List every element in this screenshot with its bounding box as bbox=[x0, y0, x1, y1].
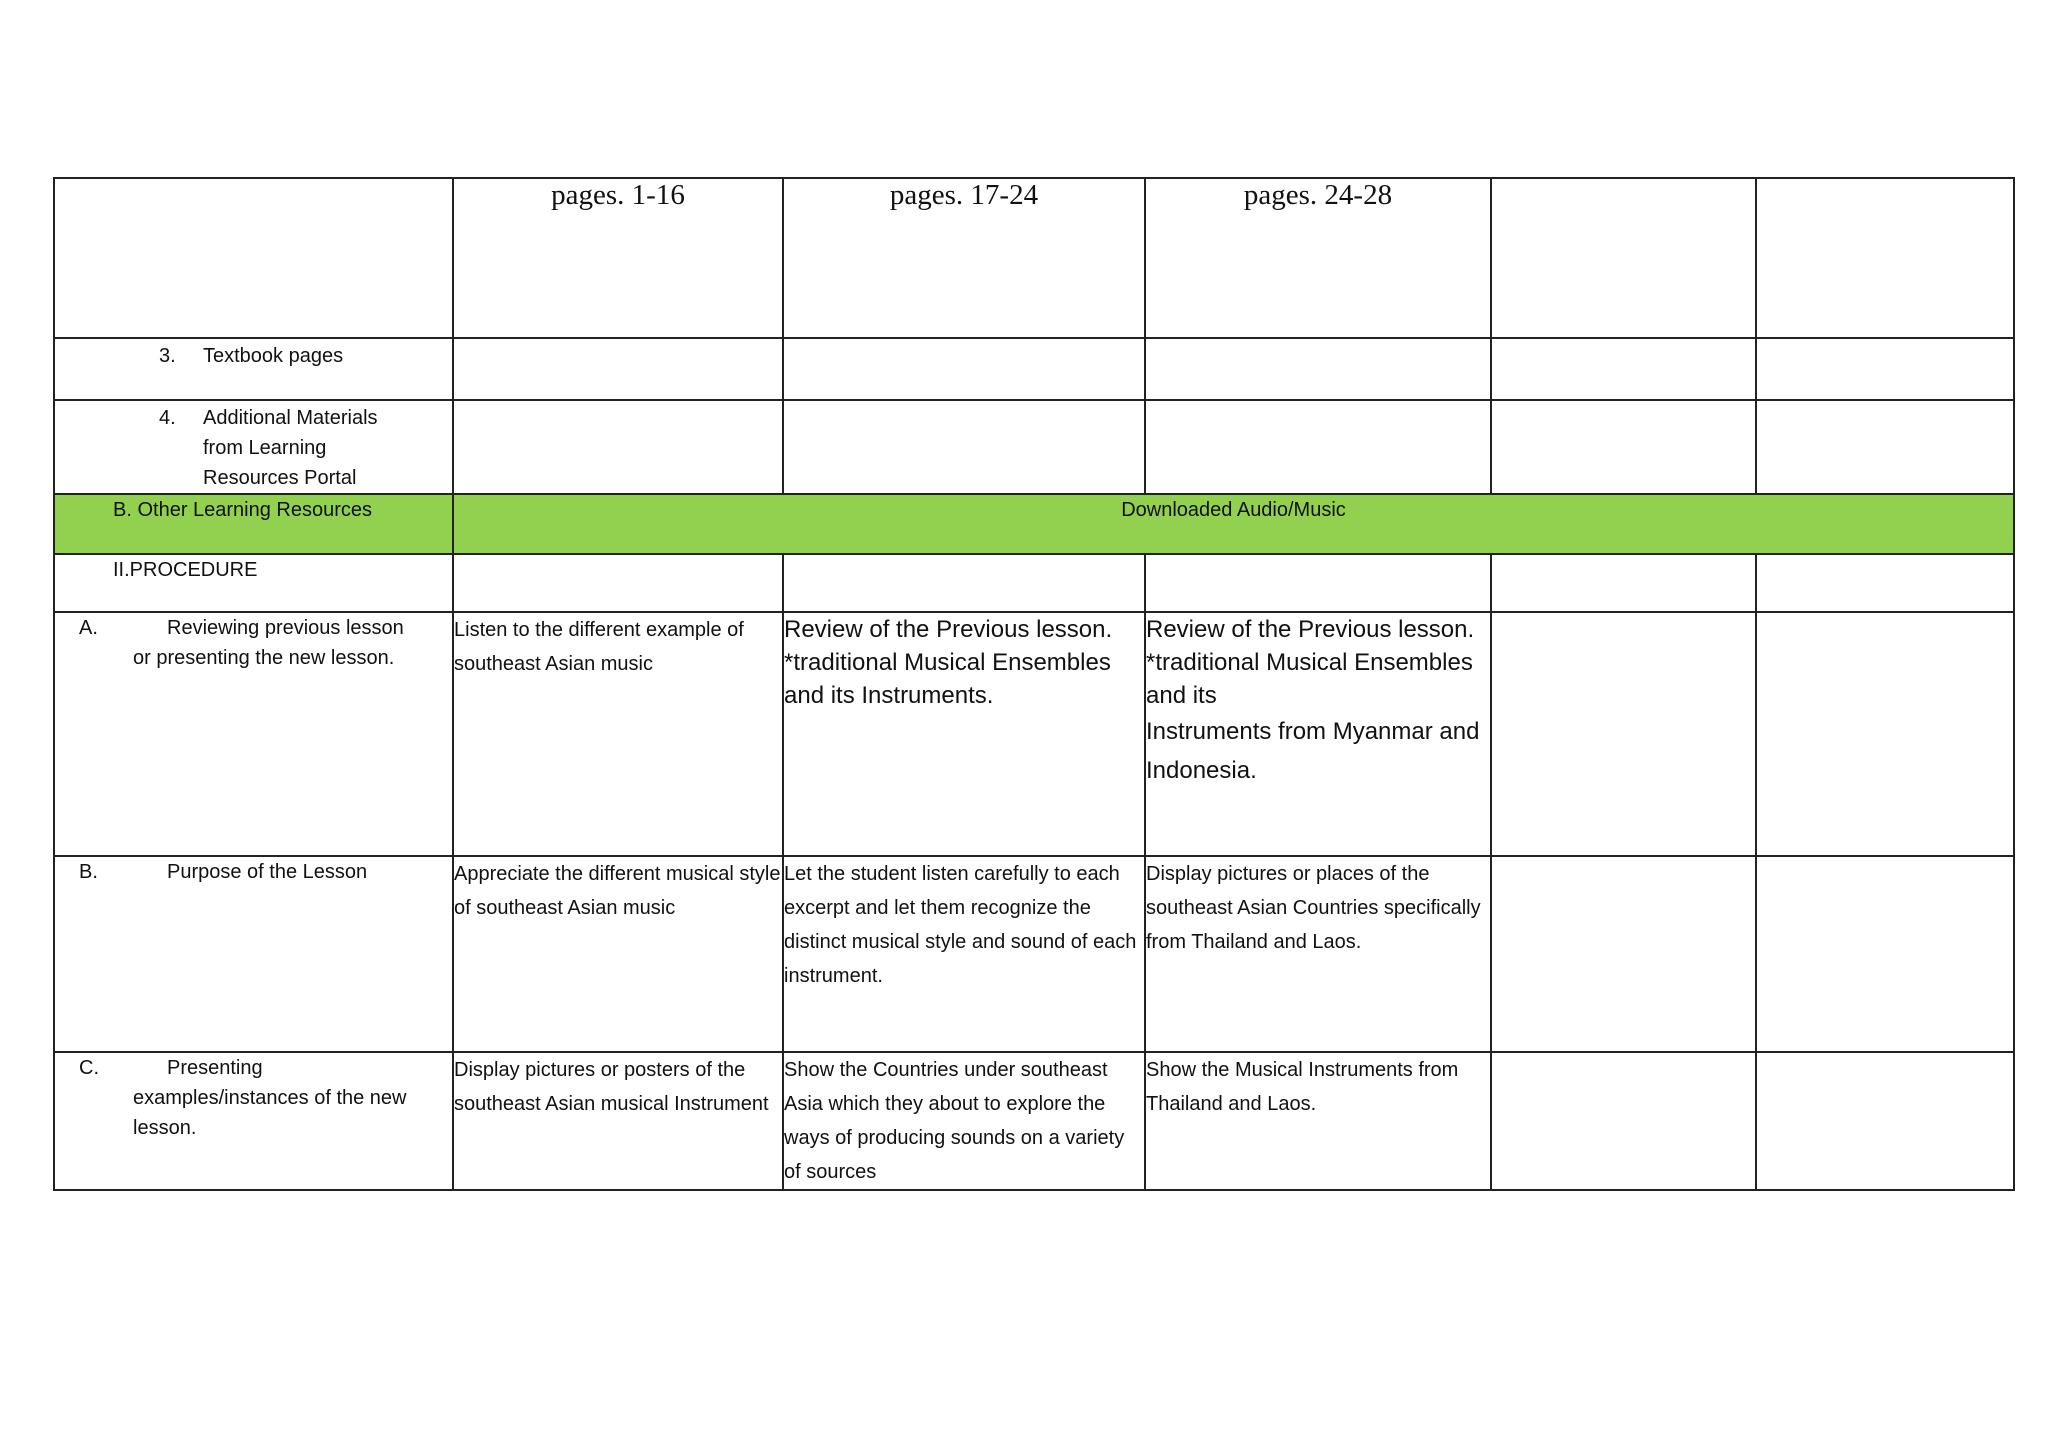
row-a-col4-line3: Instruments from Myanmar and Indonesia. bbox=[1146, 718, 1480, 784]
list-number: 4. bbox=[159, 407, 176, 429]
presenting-label: Presenting bbox=[167, 1057, 263, 1079]
table-row bbox=[54, 1052, 2014, 1190]
table-cell bbox=[1491, 178, 1756, 338]
pages-range-cell: pages. 17-24 bbox=[783, 178, 1145, 338]
table-row bbox=[54, 178, 2014, 338]
table-cell bbox=[453, 338, 783, 400]
table-cell bbox=[54, 178, 453, 338]
list-letter: C. bbox=[79, 1057, 99, 1079]
table-cell bbox=[783, 338, 1145, 400]
table-cell bbox=[1756, 338, 2014, 400]
other-learning-resources-label: B. Other Learning Resources bbox=[54, 494, 453, 554]
additional-materials-label: Additional Materials from Learning Resources Portal bbox=[203, 407, 378, 489]
list-letter: B. bbox=[79, 861, 98, 883]
table-cell bbox=[453, 400, 783, 494]
table-cell bbox=[1756, 178, 2014, 338]
downloaded-audio-cell: Downloaded Audio/Music bbox=[453, 494, 2014, 554]
reviewing-lesson-label-cont: or presenting the new lesson. bbox=[133, 647, 395, 669]
lesson-plan-table bbox=[53, 177, 2015, 1191]
table-row bbox=[54, 400, 2014, 494]
table-cell bbox=[1491, 554, 1756, 612]
table-cell bbox=[1491, 856, 1756, 1052]
table-cell bbox=[1491, 612, 1756, 856]
row-c-col2: Display pictures or posters of the southeast Asian musical Instrument bbox=[453, 1052, 783, 1190]
reviewing-lesson-label-cell bbox=[54, 612, 453, 856]
row-b-col4: Display pictures or places of the southeast Asian Countries specifically from Thailand and Laos. bbox=[1145, 856, 1491, 1052]
row-a-col3-line2: *traditional Musical Ensembles and its Instruments. bbox=[784, 649, 1111, 709]
table-cell bbox=[1756, 400, 2014, 494]
purpose-label-cell bbox=[54, 856, 453, 1052]
pages-range-cell: pages. 24-28 bbox=[1145, 178, 1491, 338]
table-cell bbox=[1756, 612, 2014, 856]
pages-range-cell: pages. 1-16 bbox=[453, 178, 783, 338]
table-cell bbox=[1145, 338, 1491, 400]
table-cell bbox=[1145, 554, 1491, 612]
presenting-label-cell bbox=[54, 1052, 453, 1190]
reviewing-lesson-label: Reviewing previous lesson bbox=[167, 617, 404, 639]
table-cell bbox=[1491, 338, 1756, 400]
row-c-col4: Show the Musical Instruments from Thailand and Laos. bbox=[1145, 1052, 1491, 1190]
table-cell bbox=[783, 554, 1145, 612]
row-a-col2: Listen to the different example of southeast Asian music bbox=[453, 612, 783, 856]
row-a-col4 bbox=[1145, 612, 1491, 856]
row-c-col3: Show the Countries under southeast Asia which they about to explore the ways of producing sounds on a variety of sources bbox=[783, 1052, 1145, 1190]
table-cell bbox=[1756, 856, 2014, 1052]
table-cell bbox=[1491, 1052, 1756, 1190]
table-row bbox=[54, 494, 2014, 554]
presenting-label-cont: examples/instances of the new lesson. bbox=[133, 1087, 407, 1139]
table-cell bbox=[1756, 554, 2014, 612]
table-cell bbox=[783, 400, 1145, 494]
purpose-label: Purpose of the Lesson bbox=[167, 861, 368, 883]
row-b-col2: Appreciate the different musical style of southeast Asian music bbox=[453, 856, 783, 1052]
table-row bbox=[54, 612, 2014, 856]
list-number: 3. bbox=[159, 345, 176, 367]
procedure-heading: II.PROCEDURE bbox=[54, 554, 453, 612]
table-cell bbox=[1491, 400, 1756, 494]
additional-materials-label-cell bbox=[54, 400, 453, 494]
table-row bbox=[54, 554, 2014, 612]
table-cell bbox=[1756, 1052, 2014, 1190]
list-letter: A. bbox=[79, 617, 98, 639]
row-a-col3 bbox=[783, 612, 1145, 856]
textbook-pages-label: Textbook pages bbox=[203, 345, 344, 367]
table-row bbox=[54, 338, 2014, 400]
table-cell bbox=[1145, 400, 1491, 494]
row-a-col4-line2: *traditional Musical Ensembles and its bbox=[1146, 649, 1473, 709]
table-cell bbox=[453, 554, 783, 612]
row-a-col3-line1: Review of the Previous lesson. bbox=[784, 616, 1113, 643]
textbook-pages-label-cell bbox=[54, 338, 453, 400]
table-row bbox=[54, 856, 2014, 1052]
row-a-col4-line1: Review of the Previous lesson. bbox=[1146, 616, 1475, 643]
row-b-col3: Let the student listen carefully to each excerpt and let them recognize the distinct musical style and sound of each instrument. bbox=[783, 856, 1145, 1052]
